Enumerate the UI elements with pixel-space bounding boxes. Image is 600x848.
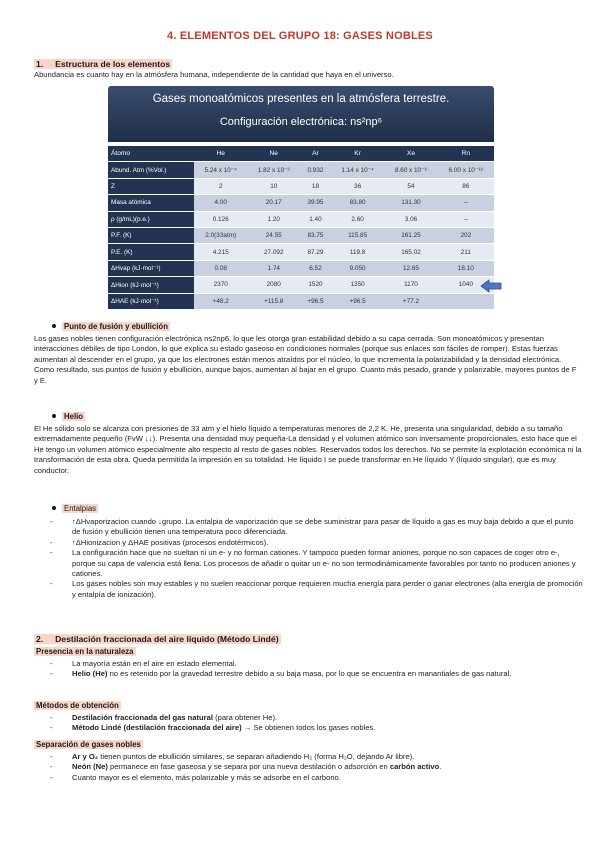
table-cell: 20.17	[247, 195, 300, 211]
bullet-icon	[52, 414, 56, 418]
table-cell: 24.55	[247, 227, 300, 243]
table-cell: 1.82 x 10⁻³	[247, 162, 300, 178]
table-cell: +77.2	[384, 293, 437, 309]
presencia-list	[44, 659, 584, 680]
table-cell: 83.80	[331, 195, 384, 211]
bullet-icon	[52, 324, 56, 328]
table-row	[108, 244, 494, 260]
table-cell: 87.29	[300, 244, 331, 260]
subheading-metodos	[34, 701, 121, 710]
list-item: - Neón (Ne) permanece en fase gaseosa y se separa por una nueva destilación o adsorción en carbón activo.	[50, 762, 442, 772]
table-cell: 1.14 x 10⁻⁴	[331, 162, 384, 178]
subheading-presencia	[34, 647, 136, 656]
row-label: P.F. (K)	[108, 227, 194, 243]
subheading-label: Punto de fusión y ebullición	[64, 322, 168, 331]
table-cell: --	[438, 195, 494, 211]
entalpias-list	[44, 517, 584, 600]
table-cell: 9.050	[331, 260, 384, 276]
table-cell: 2	[194, 178, 247, 194]
column-header: Ar	[300, 146, 331, 162]
table-row	[108, 195, 494, 211]
subheading-separacion	[34, 740, 143, 749]
figure-header	[108, 86, 494, 142]
page-title: 4. ELEMENTOS DEL GRUPO 18: GASES NOBLES	[167, 30, 433, 42]
subheading-punto-fusion	[52, 322, 170, 331]
table-cell: 6.00 x 10⁻¹⁸	[438, 162, 494, 178]
separacion-list	[44, 752, 584, 783]
table-cell: 1040	[438, 277, 494, 293]
table-cell: 86	[438, 178, 494, 194]
section-1-title: 1. Estructura de los elementos	[36, 59, 171, 69]
gases-table	[108, 146, 494, 310]
intro-text: Abundancia es cuanto hay en la atmósfera humana, independiente de la cantidad que haya en el universo.	[34, 70, 394, 79]
list-item: - Los gases nobles son muy estables y no suelen reaccionar porque requieren mucha energía para perder o ganar electrones (alta energía de promoción y entalpía de ionización).	[50, 579, 583, 599]
list-item: - Destilación fraccionada del gas natural (para obtener He).	[50, 713, 278, 722]
table-row	[108, 227, 494, 243]
table-cell: 0.126	[194, 211, 247, 227]
column-header: Xe	[384, 146, 437, 162]
table-cell: 39.95	[300, 195, 331, 211]
table-cell: 4.215	[194, 244, 247, 260]
list-item: - La mayoría están en el aire en estado elemental.	[50, 659, 237, 668]
subheading-label: Helio	[64, 412, 84, 421]
table-row	[108, 178, 494, 194]
table-cell: 119.8	[331, 244, 384, 260]
list-item: - Cuanto mayor es el elemento, más polarizable y más se adsorbe en el carbono.	[50, 772, 341, 782]
row-label: ρ (g/mL)(p.e.)	[108, 211, 194, 227]
table-cell: 83.75	[300, 227, 331, 243]
subheading-helio	[52, 412, 85, 421]
helio-text: El He sólido solo se alcanza con presiones de 33 atm y el hielo líquido a temperaturas menores de 2,2 K. He, presenta una singularidad, debido a su tamaño extremadamente pequeño (FvW ↓↓). Presenta una densidad muy pequeña-La densidad y el volumen atómico son inversamente proporcionales, esto hace que el He tengo un volumen atómico especialmente alto respecto al resto de gases nobles. Reservados todos los derechos. No se permite la explotación económica ni la transformación de esta obra. Queda permitida la impresión en su totalidad. He líquido I se puede transformar en He líquido Y (líquido singular), que es muy conductor.	[34, 424, 582, 475]
table-row	[108, 260, 494, 276]
table-row	[108, 162, 494, 178]
row-label: Masa atómica	[108, 195, 194, 211]
list-item: - Helio (He) no es retenido por la gravedad terrestre debido a su baja masa, por lo que se encuentra en manantiales de gas natural.	[50, 669, 512, 679]
table-cell: 1.20	[247, 211, 300, 227]
table-cell: +115.8	[247, 293, 300, 309]
row-label: Z	[108, 178, 194, 194]
subheading-label: Presencia en la naturaleza	[36, 647, 134, 656]
gases-table-figure	[108, 86, 494, 308]
table-cell: +48.2	[194, 293, 247, 309]
table-row	[108, 277, 494, 293]
punto-fusion-text: Los gases nobles tienen configuración electrónica ns2np6, lo que les otorga gran estabilidad debido a su capa cerrada. Son monoatómicos y presentan interacciones débiles de tipo London, lo que explica su estado gaseoso en condiciones normales (porque sus enlaces son fáciles de romper). Estas fuerzas aumentan al descender en el grupo, ya que los electrones están menos atraídos por el núcleo, lo que incrementa la polarizabilidad y la densidad electrónica. Como resultado, sus puntos de fusión y ebullición, aunque bajos, aumentan al bajar en el grupo. Cuanto más pesado, grande y polarizable, mayores puntos de F y E.	[34, 334, 577, 385]
table-cell: 0.08	[194, 260, 247, 276]
row-label: ΔHvap (kJ·mol⁻¹)	[108, 260, 194, 276]
table-cell: 202	[438, 227, 494, 243]
arrow-left-icon	[480, 279, 502, 293]
table-cell: 18.10	[438, 260, 494, 276]
table-cell: 10	[247, 178, 300, 194]
table-cell: 27.092	[247, 244, 300, 260]
list-item: - Método Lindé (destilación fraccionada del aire) → Se obtienen todos los gases nobles.	[50, 723, 376, 733]
metodos-list	[44, 713, 584, 734]
table-cell: 1.74	[247, 260, 300, 276]
list-item: - ↑ΔHvaporizacion cuando ↓grupo. La entalpia de vaporización que se debe suministrar para pasar de líquido a gas es muy baja debido a que el punto de fusión y ebullición tienen una temperatura poco diferenciada.	[50, 517, 574, 537]
table-cell: 0.932	[300, 162, 331, 178]
table-cell: 2080	[247, 277, 300, 293]
table-cell: 1350	[331, 277, 384, 293]
table-cell: 5.24 x 10⁻⁴	[194, 162, 247, 178]
table-cell: 1520	[300, 277, 331, 293]
section-2-title: 2. Destilación fraccionada del aire líquido (Método Lindé)	[36, 634, 279, 644]
table-cell: 2.60	[331, 211, 384, 227]
table-cell: 2370	[194, 277, 247, 293]
subheading-label: Separación de gases nobles	[36, 740, 141, 749]
subheading-label: Métodos de obtención	[36, 701, 119, 710]
table-cell: 54	[384, 178, 437, 194]
table-cell: 1170	[384, 277, 437, 293]
list-item: - La configuración hace que no sueltan ni un e- y no forman cationes. Y tampoco pueden formar aniones, porque no son capaces de coger otro e-, porque su capa de valencia está llena. Los procesos de añadir o quitar un e- no son termodinámicamente favorables por tanto no producen aniones y cationes.	[50, 548, 576, 579]
column-header: Ne	[247, 146, 300, 162]
row-label: Abund. Atm (%Vol.)	[108, 162, 194, 178]
table-cell: 36	[331, 178, 384, 194]
figure-subtitle: Configuración electrónica: ns²np⁶	[219, 116, 383, 128]
table-cell: 131.30	[384, 195, 437, 211]
bullet-icon	[52, 506, 56, 510]
table-cell: 165.02	[384, 244, 437, 260]
table-row	[108, 293, 494, 309]
section-heading-2	[34, 634, 281, 644]
list-item: - ↑ΔHionizacion y ΔHAE positivas (procesos endotérmicos).	[50, 537, 269, 547]
column-header: He	[194, 146, 247, 162]
table-cell: --	[438, 211, 494, 227]
table-cell: 12.65	[384, 260, 437, 276]
table-cell: 115.85	[331, 227, 384, 243]
table-cell: 211	[438, 244, 494, 260]
column-header: Átomo	[108, 146, 194, 162]
figure-title: Gases monoatómicos presentes en la atmósfera terrestre.	[152, 93, 450, 105]
table-row	[108, 211, 494, 227]
table-header-row	[108, 146, 494, 162]
column-header: Kr	[331, 146, 384, 162]
table-cell: 2.0(33atm)	[194, 227, 247, 243]
row-label: P.E. (K)	[108, 244, 194, 260]
table-cell: +96.5	[300, 293, 331, 309]
table-cell: 3.06	[384, 211, 437, 227]
section-heading-1	[34, 59, 172, 69]
table-cell	[438, 293, 494, 309]
table-cell: 4.00	[194, 195, 247, 211]
column-header: Rn	[438, 146, 494, 162]
table-cell: +96.5	[331, 293, 384, 309]
subheading-label: Entalpias	[64, 504, 97, 513]
table-cell: 161.25	[384, 227, 437, 243]
list-item: - Ar y O₂ tienen puntos de ebullición similares, se separan añadiendo H₂ (forma H₂O, dejando Ar libre).	[50, 752, 415, 761]
table-cell: 6.52	[300, 260, 331, 276]
subheading-entalpias	[52, 504, 98, 513]
table-cell: 8.60 x 10⁻⁶	[384, 162, 437, 178]
table-cell: 18	[300, 178, 331, 194]
row-label: ΔHAE (kJ·mol⁻¹)	[108, 293, 194, 309]
row-label: ΔHion (kJ·mol⁻¹)	[108, 277, 194, 293]
table-cell: 1.40	[300, 211, 331, 227]
